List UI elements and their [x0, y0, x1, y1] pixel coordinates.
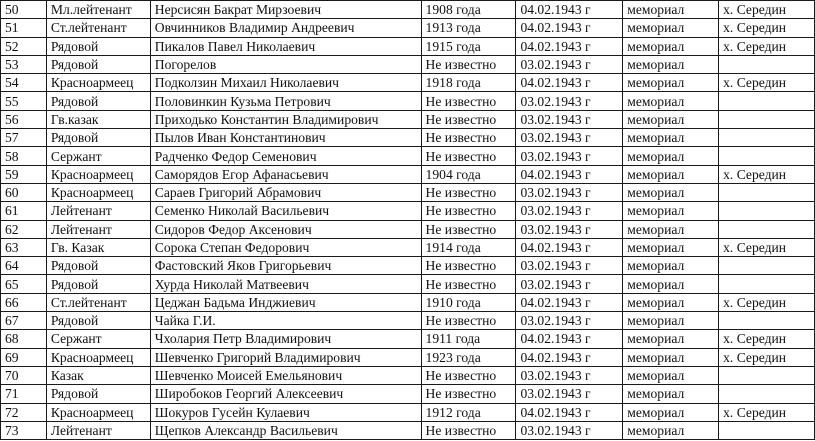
death-date-cell: 04.02.1943 г	[516, 293, 623, 311]
rank-cell: Рядовой	[46, 55, 150, 73]
burial-place-cell: мемориал	[623, 366, 719, 384]
rank-cell: Сержант	[46, 330, 150, 348]
row-number-cell: 66	[1, 293, 47, 311]
birth-year-cell: Не известно	[421, 147, 516, 165]
burial-place-cell: мемориал	[623, 330, 719, 348]
rank-cell: Сержант	[46, 147, 150, 165]
table-row	[1, 55, 815, 73]
burial-place-cell: мемориал	[623, 220, 719, 238]
settlement-cell	[719, 366, 815, 384]
full-name-cell: Подколзин Михаил Николаевич	[150, 74, 421, 92]
table-row	[1, 92, 815, 110]
table-row	[1, 421, 815, 439]
rank-cell: Красноармеец	[46, 183, 150, 201]
table-row	[1, 165, 815, 183]
death-date-cell: 03.02.1943 г	[516, 275, 623, 293]
birth-year-cell: 1914 года	[421, 238, 516, 256]
rank-cell: Лейтенант	[46, 220, 150, 238]
row-number-cell: 50	[1, 1, 47, 19]
row-number-cell: 59	[1, 165, 47, 183]
death-date-cell: 04.02.1943 г	[516, 1, 623, 19]
full-name-cell: Шевченко Моисей Емельянович	[150, 366, 421, 384]
settlement-cell: х. Середин	[719, 1, 815, 19]
settlement-cell: х. Середин	[719, 19, 815, 37]
full-name-cell: Широбоков Георгий Алексеевич	[150, 385, 421, 403]
settlement-cell: х. Середин	[719, 348, 815, 366]
birth-year-cell: Не известно	[421, 366, 516, 384]
row-number-cell: 70	[1, 366, 47, 384]
full-name-cell: Чайка Г.И.	[150, 312, 421, 330]
settlement-cell	[719, 385, 815, 403]
burial-place-cell: мемориал	[623, 110, 719, 128]
birth-year-cell: Не известно	[421, 92, 516, 110]
rank-cell: Казак	[46, 366, 150, 384]
rank-cell: Рядовой	[46, 129, 150, 147]
table-row	[1, 385, 815, 403]
birth-year-cell: Не известно	[421, 257, 516, 275]
rank-cell: Гв. Казак	[46, 238, 150, 256]
burial-place-cell: мемориал	[623, 257, 719, 275]
birth-year-cell: Не известно	[421, 312, 516, 330]
full-name-cell: Семенко Николай Васильевич	[150, 202, 421, 220]
settlement-cell	[719, 220, 815, 238]
full-name-cell: Овчинников Владимир Андреевич	[150, 19, 421, 37]
burial-place-cell: мемориал	[623, 238, 719, 256]
full-name-cell: Сорока Степан Федорович	[150, 238, 421, 256]
burial-place-cell: мемориал	[623, 19, 719, 37]
full-name-cell: Половинкин Кузьма Петрович	[150, 92, 421, 110]
birth-year-cell: Не известно	[421, 421, 516, 439]
full-name-cell: Фастовский Яков Григорьевич	[150, 257, 421, 275]
death-date-cell: 03.02.1943 г	[516, 366, 623, 384]
settlement-cell	[719, 129, 815, 147]
rank-cell: Лейтенант	[46, 202, 150, 220]
table-row	[1, 312, 815, 330]
row-number-cell: 64	[1, 257, 47, 275]
burial-place-cell: мемориал	[623, 183, 719, 201]
birth-year-cell: Не известно	[421, 385, 516, 403]
birth-year-cell: 1911 года	[421, 330, 516, 348]
birth-year-cell: Не известно	[421, 202, 516, 220]
row-number-cell: 54	[1, 74, 47, 92]
death-date-cell: 04.02.1943 г	[516, 74, 623, 92]
settlement-cell: х. Середин	[719, 165, 815, 183]
burial-place-cell: мемориал	[623, 1, 719, 19]
row-number-cell: 53	[1, 55, 47, 73]
burial-place-cell: мемориал	[623, 421, 719, 439]
birth-year-cell: Не известно	[421, 183, 516, 201]
death-date-cell: 03.02.1943 г	[516, 147, 623, 165]
table-body	[1, 1, 815, 440]
burial-place-cell: мемориал	[623, 385, 719, 403]
birth-year-cell: 1910 года	[421, 293, 516, 311]
rank-cell: Гв.казак	[46, 110, 150, 128]
death-date-cell: 03.02.1943 г	[516, 183, 623, 201]
table-row	[1, 74, 815, 92]
row-number-cell: 51	[1, 19, 47, 37]
rank-cell: Рядовой	[46, 275, 150, 293]
rank-cell: Рядовой	[46, 257, 150, 275]
burial-place-cell: мемориал	[623, 147, 719, 165]
settlement-cell: х. Середин	[719, 293, 815, 311]
row-number-cell: 67	[1, 312, 47, 330]
row-number-cell: 61	[1, 202, 47, 220]
rank-cell: Красноармеец	[46, 74, 150, 92]
row-number-cell: 55	[1, 92, 47, 110]
table-row	[1, 238, 815, 256]
death-date-cell: 04.02.1943 г	[516, 330, 623, 348]
burial-place-cell: мемориал	[623, 92, 719, 110]
birth-year-cell: Не известно	[421, 275, 516, 293]
settlement-cell	[719, 183, 815, 201]
table-row	[1, 275, 815, 293]
birth-year-cell: 1904 года	[421, 165, 516, 183]
death-date-cell: 03.02.1943 г	[516, 110, 623, 128]
settlement-cell	[719, 257, 815, 275]
death-date-cell: 03.02.1943 г	[516, 202, 623, 220]
full-name-cell: Пикалов Павел Николаевич	[150, 37, 421, 55]
rank-cell: Красноармеец	[46, 348, 150, 366]
death-date-cell: 04.02.1943 г	[516, 19, 623, 37]
death-date-cell: 03.02.1943 г	[516, 421, 623, 439]
birth-year-cell: 1918 года	[421, 74, 516, 92]
burial-place-cell: мемориал	[623, 74, 719, 92]
rank-cell: Рядовой	[46, 385, 150, 403]
settlement-cell: х. Середин	[719, 403, 815, 421]
rank-cell: Красноармеец	[46, 403, 150, 421]
burial-place-cell: мемориал	[623, 312, 719, 330]
death-date-cell: 03.02.1943 г	[516, 129, 623, 147]
death-date-cell: 04.02.1943 г	[516, 37, 623, 55]
full-name-cell: Хурда Николай Матвеевич	[150, 275, 421, 293]
full-name-cell: Цеджан Бадьма Инджиевич	[150, 293, 421, 311]
full-name-cell: Сараев Григорий Абрамович	[150, 183, 421, 201]
rank-cell: Рядовой	[46, 37, 150, 55]
table-row	[1, 147, 815, 165]
table-row	[1, 348, 815, 366]
settlement-cell	[719, 421, 815, 439]
birth-year-cell: Не известно	[421, 110, 516, 128]
row-number-cell: 65	[1, 275, 47, 293]
death-date-cell: 04.02.1943 г	[516, 348, 623, 366]
full-name-cell: Шокуров Гусейн Кулаевич	[150, 403, 421, 421]
table-row	[1, 220, 815, 238]
row-number-cell: 63	[1, 238, 47, 256]
table-row	[1, 129, 815, 147]
table-row	[1, 293, 815, 311]
table-row	[1, 330, 815, 348]
full-name-cell: Саморядов Егор Афанасьевич	[150, 165, 421, 183]
burial-place-cell: мемориал	[623, 37, 719, 55]
death-date-cell: 03.02.1943 г	[516, 385, 623, 403]
birth-year-cell: Не известно	[421, 220, 516, 238]
table-row	[1, 183, 815, 201]
settlement-cell	[719, 202, 815, 220]
burial-place-cell: мемориал	[623, 129, 719, 147]
row-number-cell: 62	[1, 220, 47, 238]
row-number-cell: 58	[1, 147, 47, 165]
row-number-cell: 73	[1, 421, 47, 439]
full-name-cell: Приходько Константин Владимирович	[150, 110, 421, 128]
full-name-cell: Щепков Александр Васильевич	[150, 421, 421, 439]
burial-place-cell: мемориал	[623, 293, 719, 311]
row-number-cell: 68	[1, 330, 47, 348]
burial-place-cell: мемориал	[623, 348, 719, 366]
settlement-cell	[719, 110, 815, 128]
birth-year-cell: Не известно	[421, 55, 516, 73]
full-name-cell: Сидоров Федор Аксенович	[150, 220, 421, 238]
death-date-cell: 04.02.1943 г	[516, 238, 623, 256]
death-date-cell: 04.02.1943 г	[516, 165, 623, 183]
settlement-cell	[719, 55, 815, 73]
row-number-cell: 57	[1, 129, 47, 147]
rank-cell: Ст.лейтенант	[46, 293, 150, 311]
birth-year-cell: Не известно	[421, 129, 516, 147]
table-row	[1, 403, 815, 421]
burial-place-cell: мемориал	[623, 275, 719, 293]
settlement-cell: х. Середин	[719, 74, 815, 92]
row-number-cell: 56	[1, 110, 47, 128]
row-number-cell: 52	[1, 37, 47, 55]
table-row	[1, 19, 815, 37]
settlement-cell	[719, 147, 815, 165]
full-name-cell: Пылов Иван Константинович	[150, 129, 421, 147]
rank-cell: Ст.лейтенант	[46, 19, 150, 37]
rank-cell: Рядовой	[46, 312, 150, 330]
full-name-cell: Нерсисян Бакрат Мирзоевич	[150, 1, 421, 19]
settlement-cell	[719, 275, 815, 293]
rank-cell: Красноармеец	[46, 165, 150, 183]
table-row	[1, 1, 815, 19]
death-date-cell: 03.02.1943 г	[516, 220, 623, 238]
death-date-cell: 04.02.1943 г	[516, 403, 623, 421]
full-name-cell: Чхолария Петр Владимирович	[150, 330, 421, 348]
burial-place-cell: мемориал	[623, 202, 719, 220]
burial-place-cell: мемориал	[623, 165, 719, 183]
rank-cell: Мл.лейтенант	[46, 1, 150, 19]
birth-year-cell: 1912 года	[421, 403, 516, 421]
birth-year-cell: 1915 года	[421, 37, 516, 55]
table-row	[1, 37, 815, 55]
death-date-cell: 03.02.1943 г	[516, 257, 623, 275]
full-name-cell: Радченко Федор Семенович	[150, 147, 421, 165]
settlement-cell: х. Середин	[719, 37, 815, 55]
birth-year-cell: 1908 года	[421, 1, 516, 19]
full-name-cell: Шевченко Григорий Владимирович	[150, 348, 421, 366]
burial-place-cell: мемориал	[623, 55, 719, 73]
rank-cell: Рядовой	[46, 92, 150, 110]
row-number-cell: 71	[1, 385, 47, 403]
settlement-cell: х. Середин	[719, 238, 815, 256]
settlement-cell	[719, 312, 815, 330]
rank-cell: Лейтенант	[46, 421, 150, 439]
full-name-cell: Погорелов	[150, 55, 421, 73]
table-row	[1, 257, 815, 275]
settlement-cell	[719, 92, 815, 110]
table-row	[1, 110, 815, 128]
settlement-cell: х. Середин	[719, 330, 815, 348]
row-number-cell: 60	[1, 183, 47, 201]
table-row	[1, 202, 815, 220]
row-number-cell: 69	[1, 348, 47, 366]
birth-year-cell: 1923 года	[421, 348, 516, 366]
burial-place-cell: мемориал	[623, 403, 719, 421]
death-date-cell: 03.02.1943 г	[516, 312, 623, 330]
birth-year-cell: 1913 года	[421, 19, 516, 37]
death-date-cell: 03.02.1943 г	[516, 55, 623, 73]
table-row	[1, 366, 815, 384]
row-number-cell: 72	[1, 403, 47, 421]
death-date-cell: 03.02.1943 г	[516, 92, 623, 110]
